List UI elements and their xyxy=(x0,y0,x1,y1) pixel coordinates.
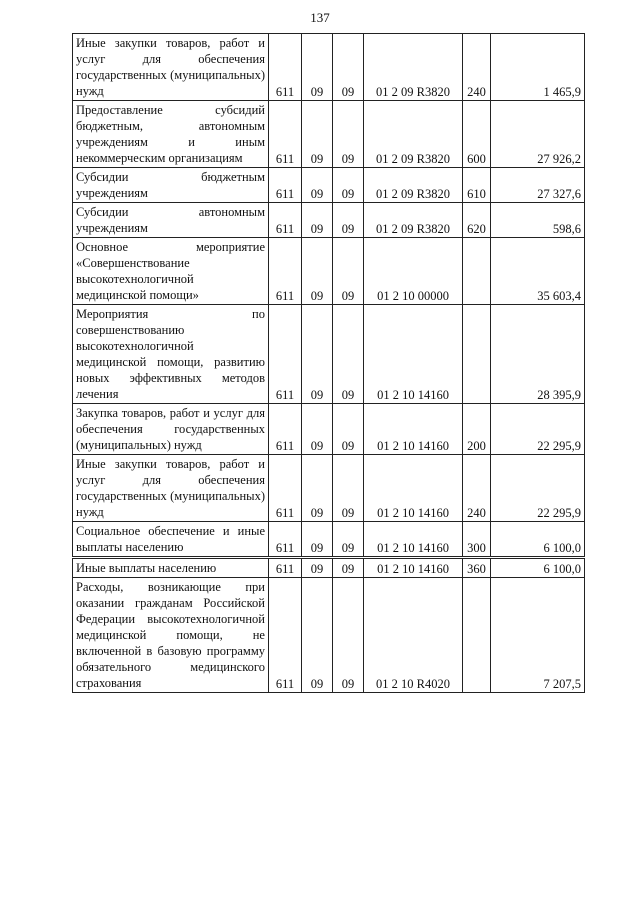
ved-code: 611 xyxy=(269,404,302,455)
row-name: Социальное обеспечение и иные выплаты населению xyxy=(73,522,269,558)
subsection-code: 09 xyxy=(333,522,364,558)
subsection-code: 09 xyxy=(333,558,364,578)
table-row xyxy=(73,168,585,203)
section-code: 09 xyxy=(302,558,333,578)
expense-type-code xyxy=(463,578,491,693)
row-name: Предоставление субсидий бюджетным, автономным учреждениям и иным некоммерческим организациям xyxy=(73,101,269,168)
subsection-code: 09 xyxy=(333,203,364,238)
expense-type-code: 240 xyxy=(463,455,491,522)
ved-code: 611 xyxy=(269,168,302,203)
amount: 27 926,2 xyxy=(491,101,585,168)
ved-code: 611 xyxy=(269,101,302,168)
table-row xyxy=(73,34,585,101)
ved-code: 611 xyxy=(269,203,302,238)
row-name: Иные закупки товаров, работ и услуг для обеспечения государственных (муниципальных) нужд xyxy=(73,455,269,522)
section-code: 09 xyxy=(302,404,333,455)
ved-code: 611 xyxy=(269,578,302,693)
amount: 22 295,9 xyxy=(491,404,585,455)
subsection-code: 09 xyxy=(333,101,364,168)
target-article-code: 01 2 10 R4020 xyxy=(364,578,463,693)
expense-type-code xyxy=(463,238,491,305)
target-article-code: 01 2 10 14160 xyxy=(364,558,463,578)
ved-code: 611 xyxy=(269,305,302,404)
table-row xyxy=(73,404,585,455)
expense-type-code xyxy=(463,305,491,404)
ved-code: 611 xyxy=(269,34,302,101)
amount: 35 603,4 xyxy=(491,238,585,305)
expense-type-code: 360 xyxy=(463,558,491,578)
row-name: Иные закупки товаров, работ и услуг для обеспечения государственных (муниципальных) нужд xyxy=(73,34,269,101)
target-article-code: 01 2 10 14160 xyxy=(364,522,463,558)
ved-code: 611 xyxy=(269,558,302,578)
section-code: 09 xyxy=(302,34,333,101)
table-row xyxy=(73,203,585,238)
expense-type-code: 610 xyxy=(463,168,491,203)
target-article-code: 01 2 09 R3820 xyxy=(364,168,463,203)
table-row xyxy=(73,578,585,693)
amount: 7 207,5 xyxy=(491,578,585,693)
section-code: 09 xyxy=(302,455,333,522)
target-article-code: 01 2 10 14160 xyxy=(364,455,463,522)
page-number: 137 xyxy=(310,10,330,25)
amount: 6 100,0 xyxy=(491,522,585,558)
expense-type-code: 200 xyxy=(463,404,491,455)
target-article-code: 01 2 10 14160 xyxy=(364,305,463,404)
section-code: 09 xyxy=(302,578,333,693)
amount: 27 327,6 xyxy=(491,168,585,203)
ved-code: 611 xyxy=(269,522,302,558)
subsection-code: 09 xyxy=(333,305,364,404)
section-code: 09 xyxy=(302,522,333,558)
row-name: Мероприятия по совершенствованию высокотехнологичной медицинской помощи, развитию новых эффективных методов лечения xyxy=(73,305,269,404)
section-code: 09 xyxy=(302,305,333,404)
amount: 6 100,0 xyxy=(491,558,585,578)
section-code: 09 xyxy=(302,101,333,168)
row-name: Субсидии бюджетным учреждениям xyxy=(73,168,269,203)
expense-type-code: 620 xyxy=(463,203,491,238)
row-name: Закупка товаров, работ и услуг для обеспечения государственных (муниципальных) нужд xyxy=(73,404,269,455)
row-name: Иные выплаты населению xyxy=(73,558,269,578)
row-name: Субсидии автономным учреждениям xyxy=(73,203,269,238)
target-article-code: 01 2 09 R3820 xyxy=(364,101,463,168)
section-code: 09 xyxy=(302,168,333,203)
row-name: Основное мероприятие «Совершенствование высокотехнологичной медицинской помощи» xyxy=(73,238,269,305)
target-article-code: 01 2 10 14160 xyxy=(364,404,463,455)
table-row xyxy=(73,238,585,305)
expense-type-code: 240 xyxy=(463,34,491,101)
section-code: 09 xyxy=(302,238,333,305)
amount: 598,6 xyxy=(491,203,585,238)
subsection-code: 09 xyxy=(333,168,364,203)
amount: 22 295,9 xyxy=(491,455,585,522)
amount: 28 395,9 xyxy=(491,305,585,404)
table-row xyxy=(73,558,585,578)
section-code: 09 xyxy=(302,203,333,238)
ved-code: 611 xyxy=(269,455,302,522)
target-article-code: 01 2 10 00000 xyxy=(364,238,463,305)
row-name: Расходы, возникающие при оказании гражданам Российской Федерации высокотехнологичной медицинской помощи, не включенной в базовую программу обязательного медицинского страхования xyxy=(73,578,269,693)
target-article-code: 01 2 09 R3820 xyxy=(364,203,463,238)
amount: 1 465,9 xyxy=(491,34,585,101)
subsection-code: 09 xyxy=(333,455,364,522)
table-row xyxy=(73,101,585,168)
table-row xyxy=(73,455,585,522)
budget-table xyxy=(72,33,585,693)
subsection-code: 09 xyxy=(333,404,364,455)
expense-type-code: 600 xyxy=(463,101,491,168)
subsection-code: 09 xyxy=(333,34,364,101)
expense-type-code: 300 xyxy=(463,522,491,558)
subsection-code: 09 xyxy=(333,578,364,693)
table-row xyxy=(73,305,585,404)
ved-code: 611 xyxy=(269,238,302,305)
target-article-code: 01 2 09 R3820 xyxy=(364,34,463,101)
table-row xyxy=(73,522,585,558)
subsection-code: 09 xyxy=(333,238,364,305)
